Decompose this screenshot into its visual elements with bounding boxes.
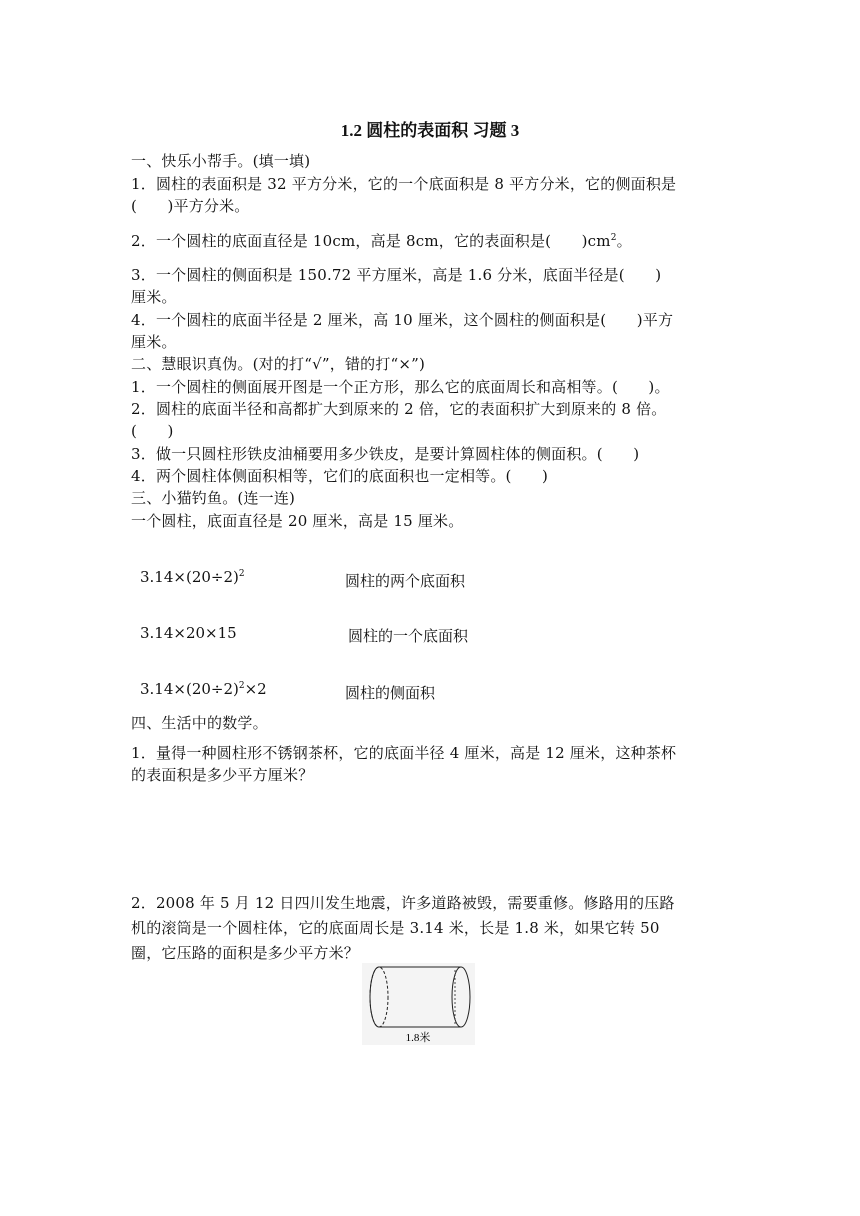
s1-q2-text: 2．一个圆柱的底面直径是 10cm，高是 8cm，它的表面积是( )cm (131, 232, 611, 250)
match-left-text: 3.14×20×15 (140, 624, 237, 642)
section2-heading: 二、慧眼识真伪。(对的打“√”，错的打“×”) (131, 355, 426, 373)
match-left-sup: 2 (238, 569, 245, 579)
s4-q1-line2: 的表面积是多少平方厘米？ (131, 766, 314, 784)
match-right-item[interactable]: 圆柱的两个底面积 (345, 572, 466, 590)
s1-q2-sup: 2 (610, 233, 617, 243)
s2-q1: 1．一个圆柱的侧面展开图是一个正方形，那么它的底面周长和高相等。( )。 (131, 378, 670, 396)
section3-heading: 三、小猫钓鱼。(连一连) (131, 489, 296, 507)
s1-q3-line1: 3．一个圆柱的侧面积是 150.72 平方厘米，高是 1.6 分米，底面半径是( ) (131, 266, 662, 284)
match-left-text: 3.14×(20÷2) (140, 568, 239, 586)
match-left-item[interactable] (140, 568, 245, 586)
s4-q1-line1: 1．量得一种圆柱形不锈钢茶杯，它的底面半径 4 厘米，高是 12 厘米，这种茶杯 (131, 744, 677, 762)
cylinder-figure (362, 963, 475, 1045)
match-right-item[interactable]: 圆柱的一个底面积 (348, 627, 469, 645)
s2-q2-line1: 2．圆柱的底面半径和高都扩大到原来的 2 倍，它的表面积扩大到原来的 8 倍。 (131, 400, 667, 418)
match-right-item[interactable]: 圆柱的侧面积 (345, 684, 436, 702)
s1-q2 (131, 230, 731, 252)
s4-q2-line2: 机的滚筒是一个圆柱体，它的底面周长是 3.14 米，长是 1.8 米，如果它转 50 (131, 919, 660, 937)
s1-q2-end: 。 (616, 232, 632, 250)
s1-q3-line2: 厘米。 (131, 288, 177, 306)
s4-q2-line1: 2．2008 年 5 月 12 日四川发生地震，许多道路被毁，需要重修。修路用的压路 (131, 894, 675, 912)
s2-q2-line2: ( ) (131, 422, 174, 440)
match-left-item[interactable] (140, 680, 267, 698)
match-left-sup: 2 (238, 681, 245, 691)
section4-heading: 四、生活中的数学。 (131, 714, 268, 732)
match-left-item[interactable] (140, 624, 237, 642)
s2-q4: 4．两个圆柱体侧面积相等，它们的底面积也一定相等。( ) (131, 467, 549, 485)
s4-q2-line3: 圈，它压路的面积是多少平方米？ (131, 944, 360, 962)
match-left-tail: ×2 (244, 680, 267, 698)
s1-q1-line1: 1．圆柱的表面积是 32 平方分米，它的一个底面积是 8 平方分米，它的侧面积是 (131, 175, 677, 193)
s1-q4-line1: 4．一个圆柱的底面半径是 2 厘米，高 10 厘米，这个圆柱的侧面积是( )平方 (131, 311, 674, 329)
s1-q4-line2: 厘米。 (131, 333, 177, 351)
s1-q1-line2: ( )平方分米。 (131, 197, 250, 215)
match-left-text: 3.14×(20÷2) (140, 680, 239, 698)
section1-heading: 一、快乐小帮手。(填一填) (131, 152, 311, 170)
cylinder-length-label: 1.8米 (405, 1032, 431, 1044)
s3-intro: 一个圆柱，底面直径是 20 厘米，高是 15 厘米。 (131, 512, 464, 530)
s2-q3: 3．做一只圆柱形铁皮油桶要用多少铁皮，是要计算圆柱体的侧面积。( ) (131, 445, 640, 463)
page-title: 1.2 圆柱的表面积 习题 3 (340, 121, 520, 140)
